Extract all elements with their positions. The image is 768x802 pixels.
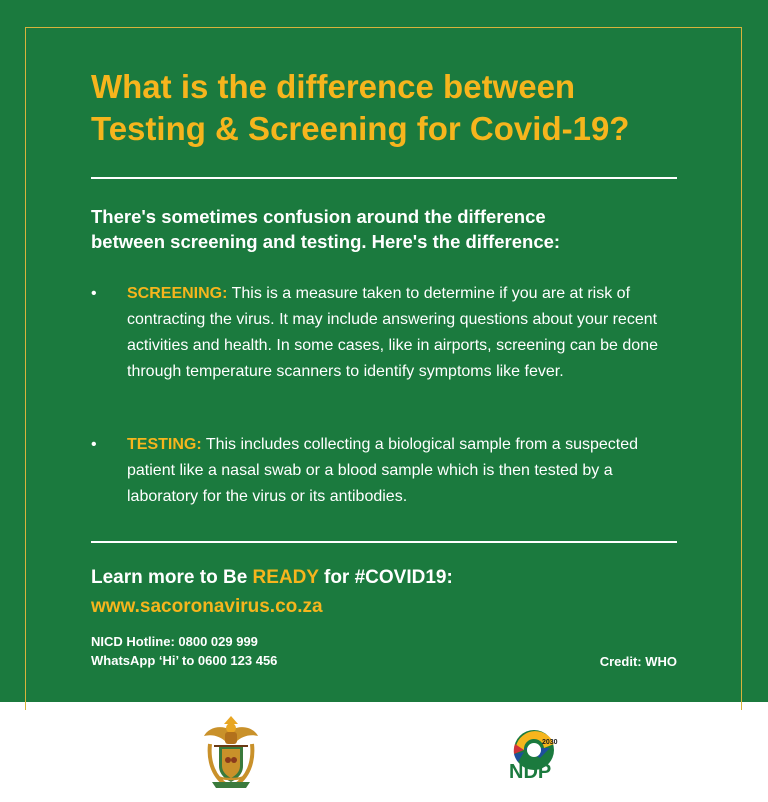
title-line-1: What is the difference between [91,68,576,105]
learn-more-text [91,565,691,591]
intro-line-2: between screening and testing. Here's the difference: [91,231,561,252]
coat-of-arms-icon [200,716,262,790]
bullet-testing-text [127,432,682,510]
title-line-2: Testing & Screening for Covid-19? [91,110,630,147]
bullet-marker: • [91,436,97,453]
hotline-info [91,632,277,670]
top-divider [91,177,677,179]
term-screening: SCREENING: [127,285,228,302]
ndp-year: 2030 [542,739,558,746]
intro-text [91,204,681,254]
website-link[interactable]: www.sacoronavirus.co.za [91,596,323,617]
ndp-logo-icon [500,726,568,780]
bottom-divider [91,541,677,543]
page-title [91,66,691,150]
description-testing: This includes collecting a biological sample from a suspected patient like a nasal swab or a blood sample which is then tested by a laboratory for the virus or its antibodies. [127,436,639,505]
intro-line-1: There's sometimes confusion around the difference [91,206,546,227]
nicd-hotline: NICD Hotline: 0800 029 999 [91,634,258,649]
learn-more-highlight: READY [252,567,319,588]
ndp-text: NDP [509,761,552,780]
description-screening: This is a measure taken to determine if you are at risk of contracting the virus. It may include answering questions about your recent activities and health. In some cases, like in airports, screening can be done through temperature scanners to identify symptoms like fever. [127,285,658,380]
bullet-screening-text [127,281,682,385]
credit-text: Credit: WHO [599,654,677,669]
learn-more-after: for #COVID19: [318,567,453,588]
whatsapp-line: WhatsApp ‘Hi’ to 0600 123 456 [91,653,278,668]
bullet-marker: • [91,285,97,302]
learn-more-before: Learn more to Be [91,567,253,588]
term-testing: TESTING: [127,436,202,453]
